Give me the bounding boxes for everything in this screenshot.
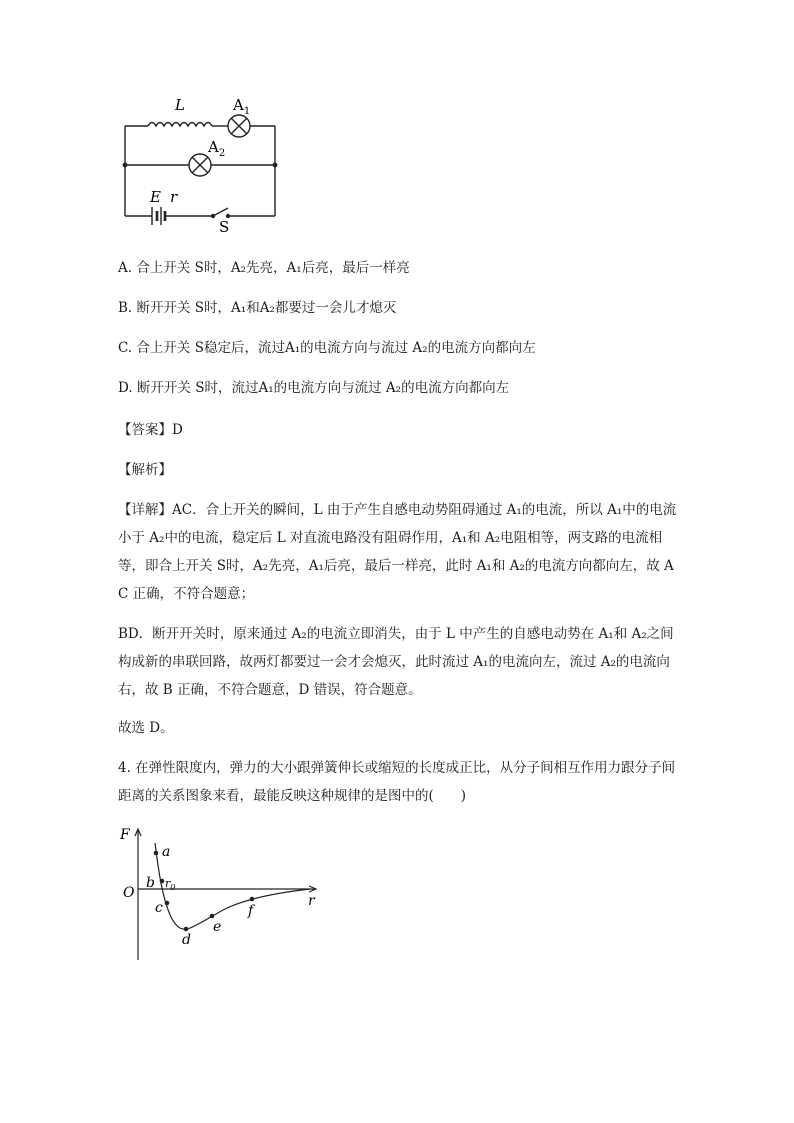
svg-text:a: a bbox=[162, 844, 171, 860]
option-c: C. 合上开关 S稳定后，流过A₁的电流方向与流过 A₂的电流方向都向左 bbox=[118, 340, 536, 356]
detail-label: 【详解】 bbox=[118, 502, 172, 518]
label-r: r bbox=[170, 188, 178, 206]
svg-text:c: c bbox=[155, 900, 163, 916]
point-e bbox=[210, 914, 215, 919]
detail-text: AC．合上开关的瞬间，L 由于产生自感电动势阻碍通过 A₁的电流，所以 A₁中的电流小于 A₂中的电流，稳定后 L 对直流电路没有阻碍作用，A₁和 A₂电阻相等，两支路的电流相等，即合上开关 S时，A₂先亮，A₁后亮，最后一样亮，此时 A₁和 A₂的电流方向都向左，故 A C 正确，不符合题意； bbox=[118, 502, 677, 602]
svg-text:F: F bbox=[120, 827, 130, 843]
bd-paragraph: BD．断开开关时，原来通过 A₂的电流立即消失，由于 L 中产生的自感电动势在 A₁和 A₂之间构成新的串联回路，故两灯都要过一会才会熄灭，此时流过 A₁的电流向左，流过 A₂的电流向右，故 B 正确，不符合题意，D 错误，符合题意。 bbox=[118, 626, 674, 698]
point-a bbox=[154, 851, 159, 856]
svg-text:f: f bbox=[248, 903, 254, 919]
label-L: L bbox=[175, 96, 185, 114]
svg-text:O: O bbox=[123, 885, 135, 901]
point-f bbox=[250, 897, 255, 902]
battery-icon bbox=[152, 207, 165, 225]
circuit-diagram bbox=[110, 90, 300, 235]
option-a: A. 合上开关 S时，A₂先亮，A₁后亮，最后一样亮 bbox=[118, 260, 410, 276]
question-4: 4. 在弹性限度内，弹力的大小跟弹簧伸长或缩短的长度成正比，从分子间相互作用力跟分子间距离的关系图象来看，最能反映这种规律的是图中的( ) bbox=[118, 760, 676, 804]
switch-contact bbox=[211, 214, 215, 218]
svg-text:e: e bbox=[213, 919, 222, 935]
inductor-coil bbox=[148, 123, 212, 127]
svg-text:r: r bbox=[308, 893, 315, 909]
answer: 【答案】D bbox=[118, 422, 183, 438]
svg-text:A1: $A_1$ bbox=[233, 96, 251, 117]
detail-paragraph bbox=[118, 496, 678, 608]
point-b bbox=[160, 879, 165, 884]
option-d: D. 断开开关 S时，流过A₁的电流方向与流过 A₂的电流方向都向左 bbox=[118, 380, 510, 396]
svg-text:r0: $r_0$ bbox=[165, 877, 176, 892]
point-d bbox=[184, 927, 189, 932]
svg-text:b: b bbox=[146, 875, 155, 891]
choose-line: 故选 D。 bbox=[118, 720, 174, 736]
analysis-heading: 【解析】 bbox=[118, 462, 172, 478]
label-S: S bbox=[219, 218, 230, 235]
force-curve bbox=[155, 843, 310, 929]
option-b: B. 断开开关 S时，A₁和A₂都要过一会儿才熄灭 bbox=[118, 300, 397, 316]
svg-text:d: d bbox=[182, 932, 191, 948]
svg-text:A2: $A_2$ bbox=[208, 138, 226, 159]
label-E: E bbox=[150, 188, 161, 206]
point-c bbox=[165, 901, 170, 906]
force-distance-graph bbox=[115, 825, 330, 965]
